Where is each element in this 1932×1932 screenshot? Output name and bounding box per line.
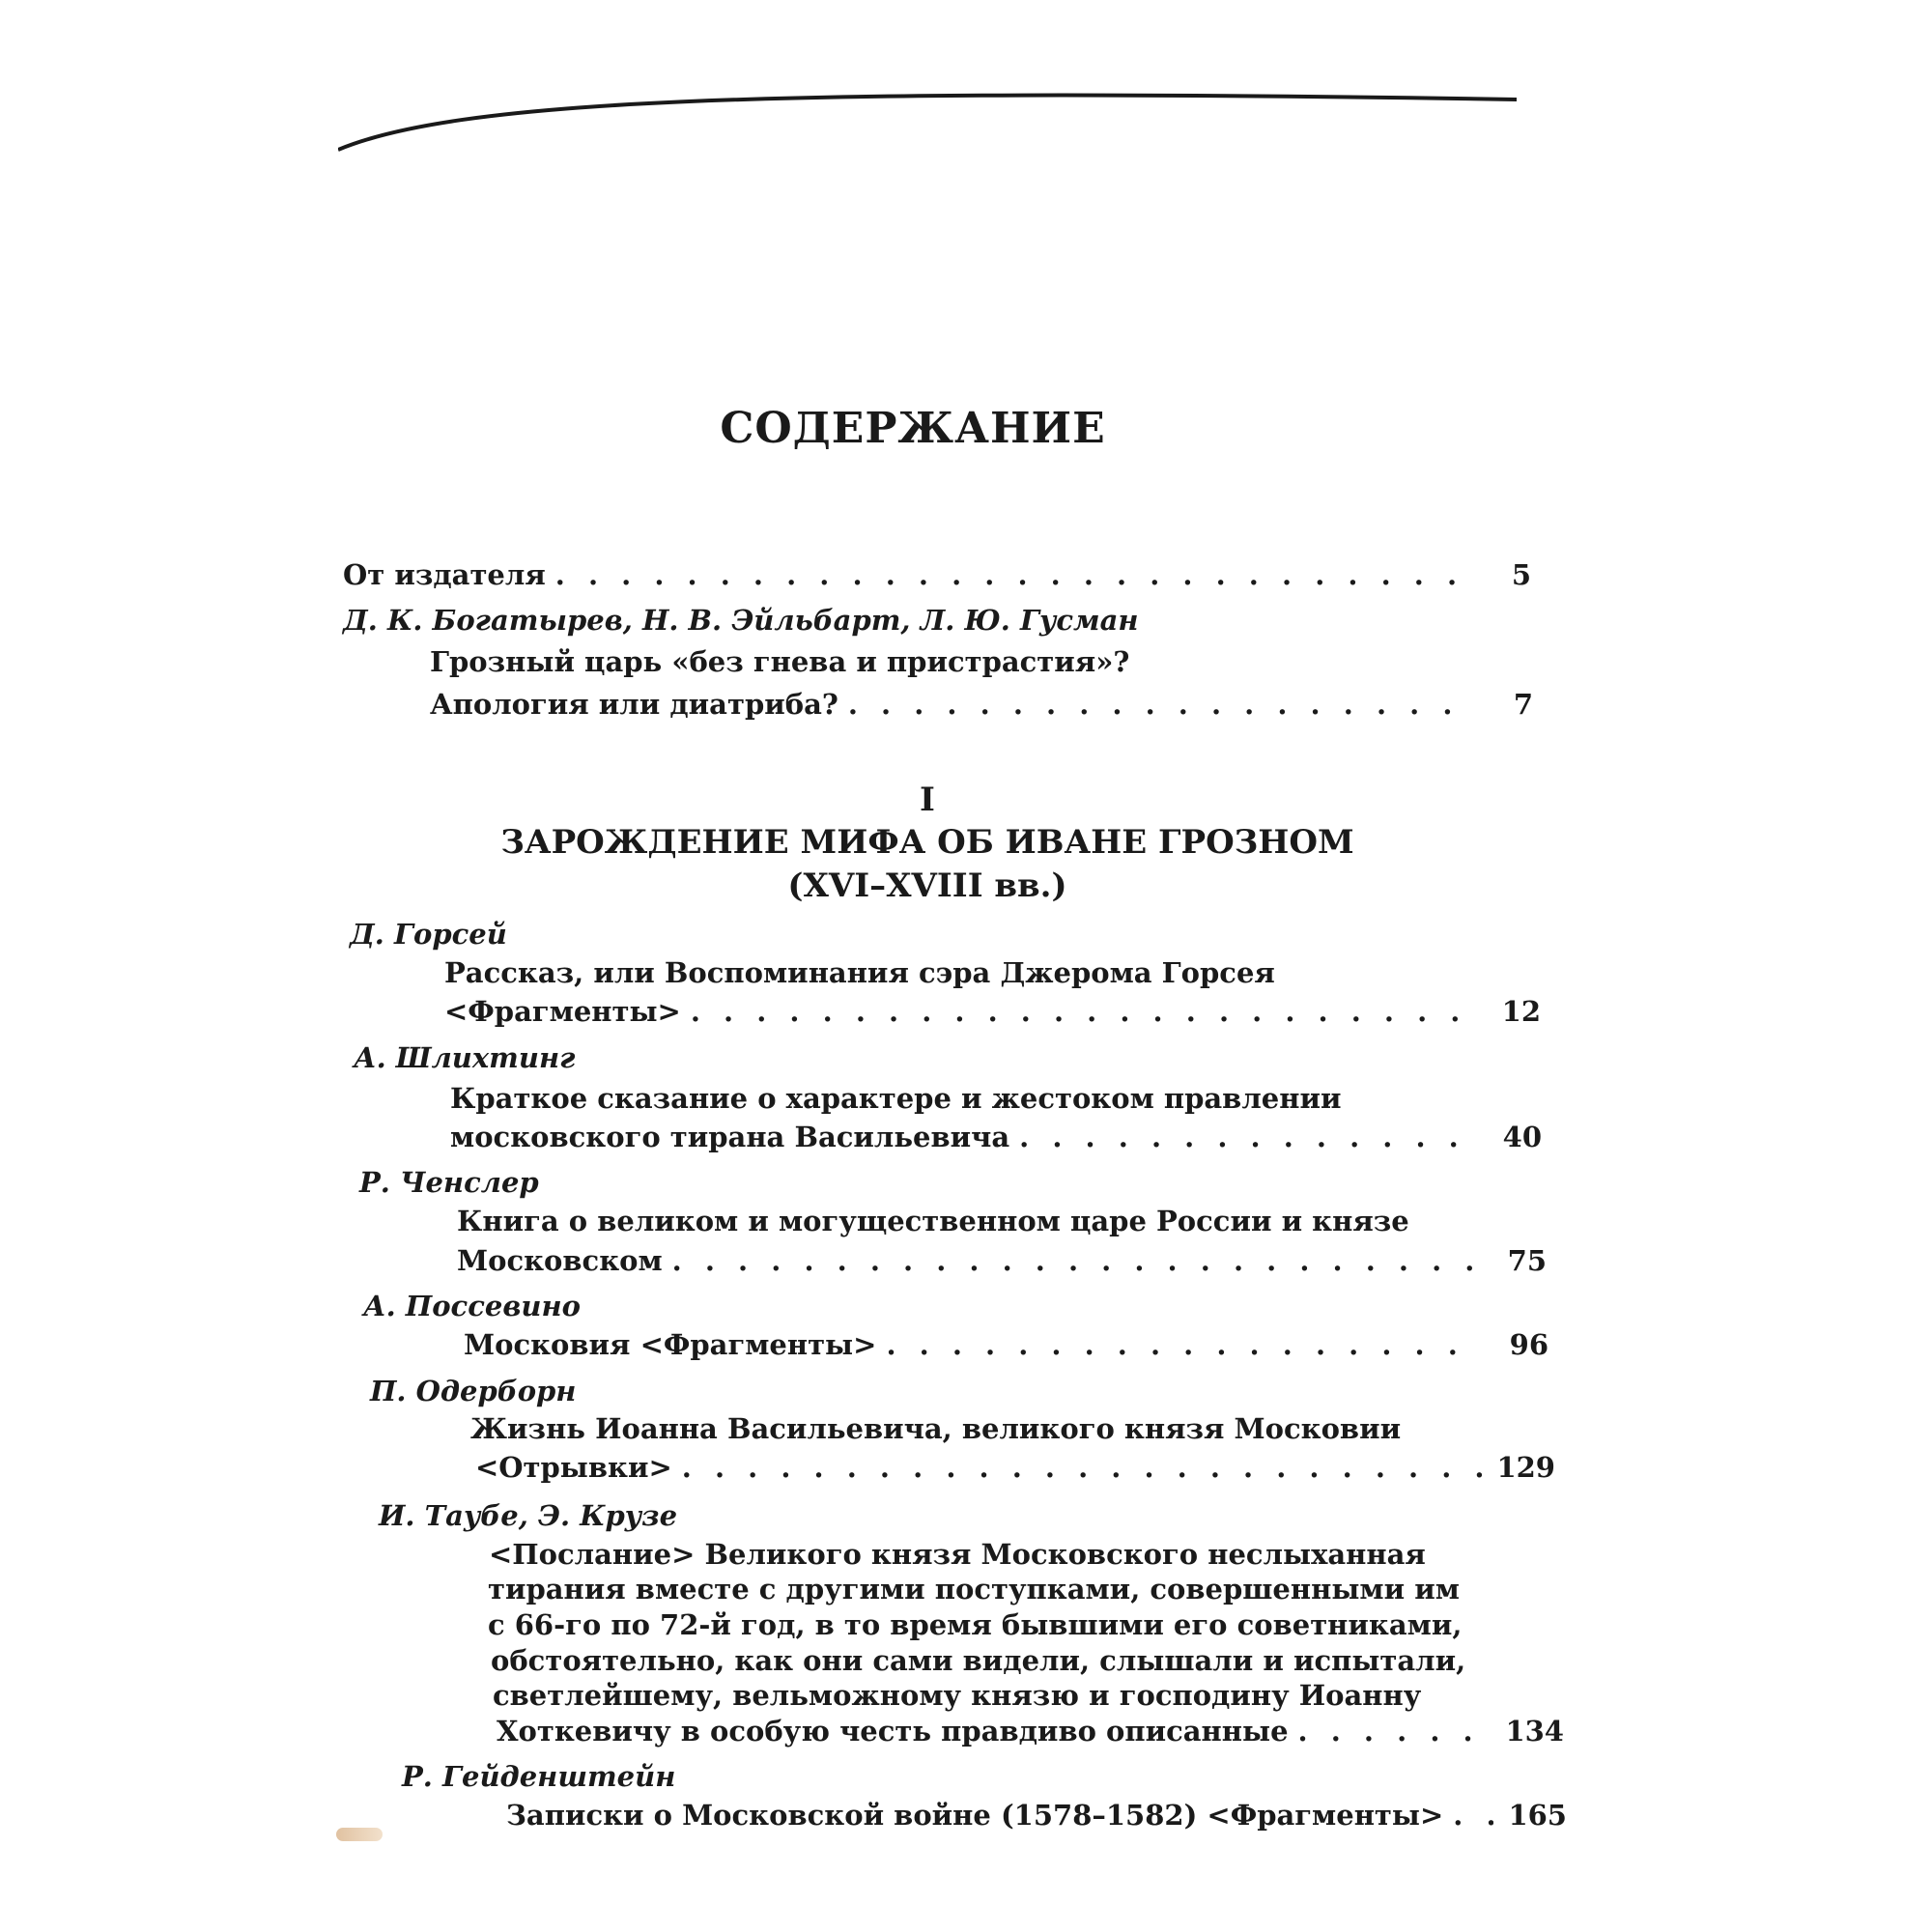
page-number: 7 [1513,688,1533,721]
page-number: 96 [1509,1328,1548,1361]
dot-leader [1019,1121,1468,1153]
entry-author: Р. Ченслер [359,1166,539,1199]
entry-author: А. Шлихтинг [354,1041,576,1074]
section-number: I [920,781,935,819]
entry-title: <Отрывки> [475,1451,672,1484]
toc-entry-heidenstein[interactable] [506,1799,1567,1837]
section-title: ЗАРОЖДЕНИЕ МИФА ОБ ИВАНЕ ГРОЗНОМ [500,823,1354,862]
entry-author: И. Таубе, Э. Крузе [379,1499,678,1532]
toc-entry-schlichting[interactable] [450,1121,1542,1159]
entry-title-line: Жизнь Иоанна Васильевича, великого князя Московии [470,1412,1402,1445]
page-smudge [336,1828,383,1841]
toc-entry-horsey[interactable] [444,995,1541,1034]
toc-entry-chancellor[interactable] [457,1244,1547,1283]
toc-entry-taube-kruse[interactable] [497,1715,1564,1753]
entry-title: От издателя [343,558,546,591]
entry-title-line: Рассказ, или Воспоминания сэра Джерома Горсея [444,956,1275,989]
entry-author: Д. Горсей [350,918,507,951]
entry-author: Р. Гейденштейн [402,1760,676,1793]
dot-leader [848,688,1460,721]
entry-title: Московия <Фрагменты> [464,1328,877,1361]
dot-leader [555,558,1458,591]
entry-title: Апология или диатриба? [430,688,838,721]
section-period: (XVI–XVIII вв.) [787,867,1067,905]
entry-title: Записки о Московской войне (1578–1582) <Фрагменты> [506,1799,1444,1832]
entry-title: московского тирана Васильевича [450,1121,1010,1153]
dot-leader [1453,1799,1493,1832]
page-title: СОДЕРЖАНИЕ [720,404,1106,453]
dot-leader [682,1451,1482,1484]
entry-author: А. Поссевино [363,1290,581,1322]
page-number: 40 [1502,1121,1542,1153]
entry-title-line: тирания вместе с другими поступками, совершенными им [488,1573,1460,1605]
entry-title-line: Книга о великом и могущественном царе России и князе [457,1205,1409,1237]
dot-leader [672,1244,1473,1277]
entry-title-line: светлейшему, вельможному князю и господину Иоанну [493,1679,1422,1712]
page-number: 75 [1507,1244,1547,1277]
toc-entry-intro[interactable] [430,688,1533,726]
page-number: 134 [1505,1715,1564,1747]
page-number: 5 [1511,558,1531,591]
entry-title-line: обстоятельно, как они сами видели, слышали и испытали, [491,1644,1466,1677]
entry-title-line: Краткое сказание о характере и жестоком правлении [450,1082,1342,1115]
toc-entry-publisher[interactable] [343,558,1531,597]
entry-title-line: <Послание> Великого князя Московского неслыханная [489,1538,1426,1571]
page-number: 165 [1508,1799,1567,1832]
entry-title: <Фрагменты> [444,995,681,1028]
intro-title-line-1: Грозный царь «без гнева и пристрастия»? [430,645,1130,678]
entry-author: П. Одерборн [370,1375,577,1407]
entry-title-line: с 66-го по 72-й год, в то время бывшими его советниками, [488,1608,1463,1641]
top-decorative-rule [338,82,1517,159]
page-number: 129 [1496,1451,1555,1484]
entry-title: Московском [457,1244,663,1277]
intro-authors: Д. К. Богатырев, Н. В. Эйльбарт, Л. Ю. Гусман [343,604,1139,637]
page-number: 12 [1501,995,1541,1028]
toc-entry-possevino[interactable] [464,1328,1548,1367]
dot-leader [691,995,1467,1028]
toc-entry-oderborn[interactable] [475,1451,1555,1490]
dot-leader [1298,1715,1491,1747]
entry-title: Хоткевичу в особую честь правдиво описанные [497,1715,1289,1747]
dot-leader [886,1328,1475,1361]
